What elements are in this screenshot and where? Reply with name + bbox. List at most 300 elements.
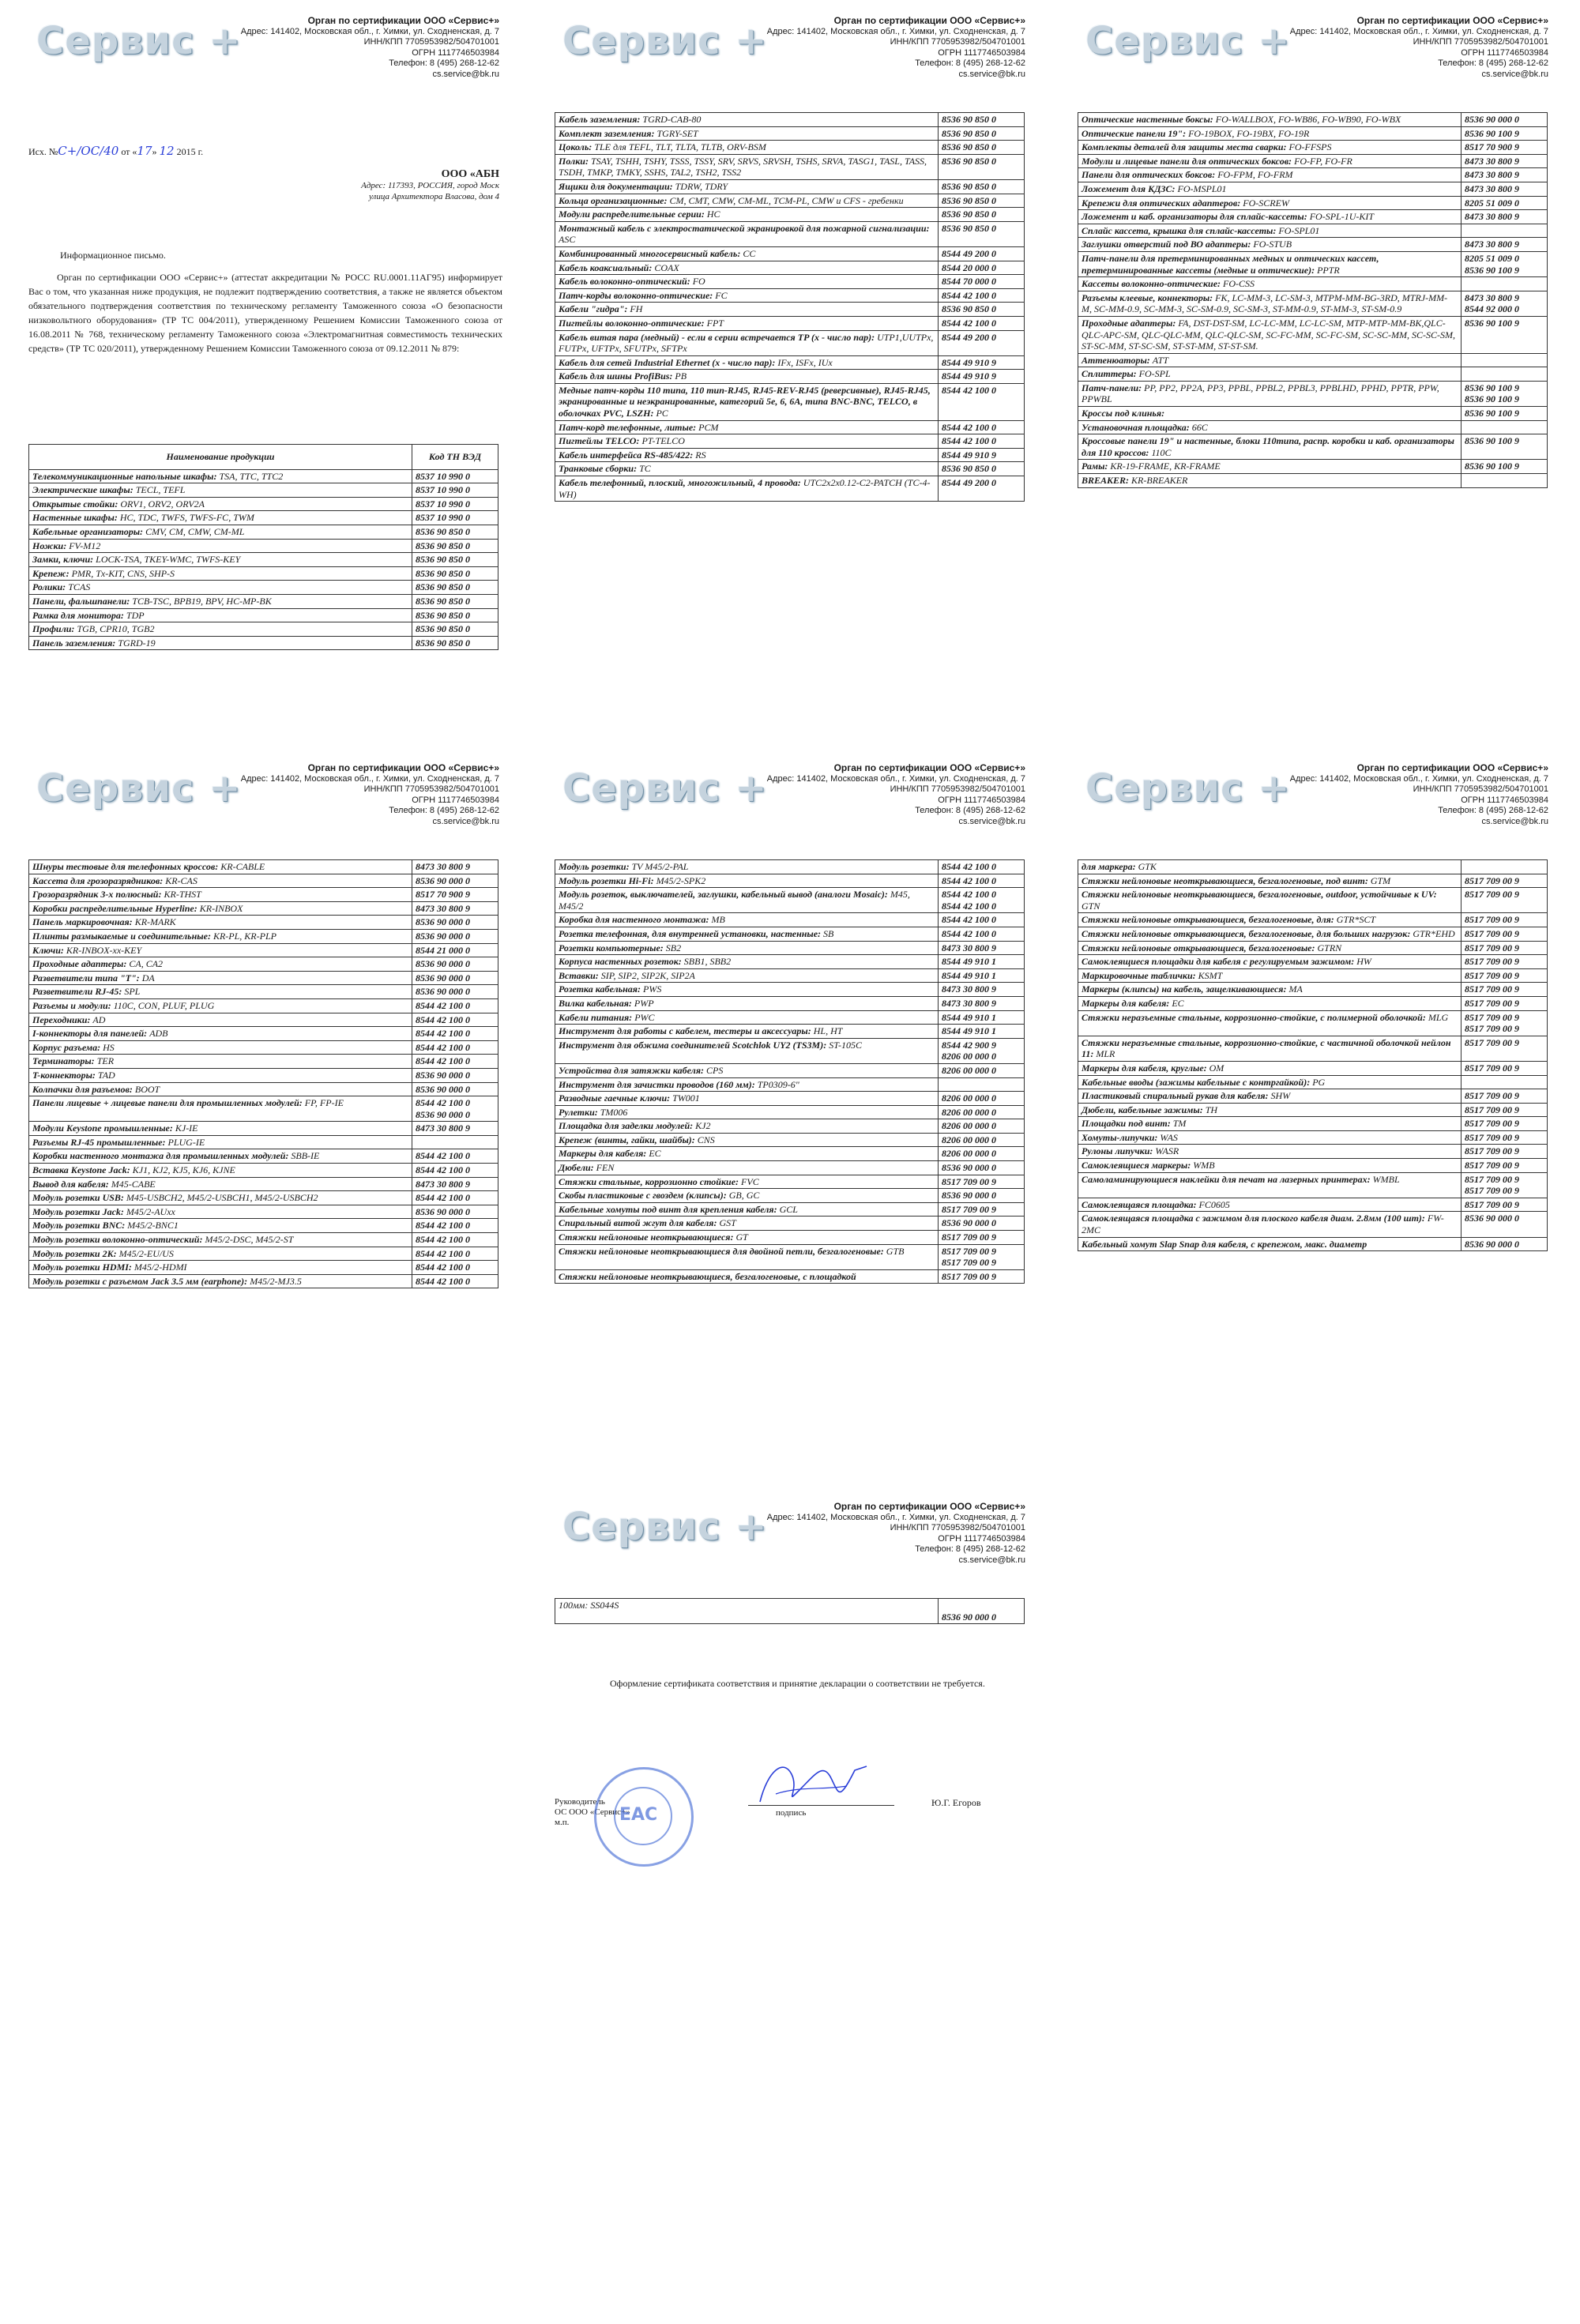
table-row [29,860,498,874]
table-row [555,1161,1025,1175]
product-name-cell [1078,141,1462,155]
tn-ved-code-cell: 8473 30 800 9 [1462,154,1548,168]
table-row [29,1135,498,1149]
product-models: M45/2-DSC, M45/2-ST [202,1234,294,1246]
product-category: I-коннекторы для панелей: [32,1028,148,1040]
org-ogrn: ОГРН 1117746503984 [938,795,1025,805]
product-category: Маркеры (клипсы) на кабель, защелкивающиеся: [1082,983,1287,995]
product-models: MB [709,914,725,926]
tn-ved-code-cell: 8206 00 000 0 [939,1063,1025,1077]
tn-ved-code-cell [1462,277,1548,291]
tn-ved-code-cell: 8536 90 850 0 [412,594,498,608]
table-row [29,998,498,1013]
table-row [555,1599,1025,1624]
product-category: Площадка для заделки модулей: [559,1120,694,1132]
recipient-address-1: Адрес: 117393, РОССИЯ, город Моск [361,181,499,190]
product-name-cell [1078,1103,1462,1117]
table-row [1078,251,1548,276]
table-row [1078,888,1548,913]
org-ogrn: ОГРН 1117746503984 [938,47,1025,58]
product-models: WMB [1191,1160,1215,1171]
product-category: Инструмент для обжима соединителей Scotchlok UY2 (TS3M): [559,1039,827,1051]
product-models: FVC [739,1175,759,1187]
tn-ved-code-cell: 8536 90 000 0 [412,971,498,985]
table-row [29,1247,498,1261]
product-name-cell [1078,407,1462,421]
product-category: Разъемы клеевые, коннекторы: [1082,291,1213,303]
tn-ved-code-cell [412,1135,498,1149]
product-models: TV M45/2-PAL [629,861,689,872]
product-name-cell [1078,224,1462,238]
product-category: Самоламинирующиеся наклейки для печат на лазерных принтерах: [1082,1173,1371,1185]
product-models: TGB, CPR10, TGB2 [74,623,155,635]
product-models: AD [90,1013,106,1025]
org-address: Адрес: 141402, Московская обл., г. Химки, ул. Сходненская, д. 7 [240,773,499,784]
tn-ved-code-cell: 8517 709 00 9 [1462,1117,1548,1131]
table-row [1078,420,1548,434]
product-models: UTC2x2x0.12-C2-PATCH (TC-4-WH) [559,477,931,500]
product-name-cell [1078,420,1462,434]
table-row [29,1149,498,1164]
product-name-cell [1078,126,1462,141]
table-row [1078,474,1548,488]
product-category: Модуль розетки HDMI: [32,1262,132,1273]
org-ogrn: ОГРН 1117746503984 [1461,47,1548,58]
product-table [1078,859,1548,1251]
table-row [1078,955,1548,969]
product-category: Самоклеящаяся площадка: [1082,1198,1197,1210]
org-email: cs.service@bk.ru [958,816,1025,826]
product-models: IFx, ISFx, IUx [775,356,833,368]
product-category: Кабельные хомуты под винт для крепления кабеля: [559,1203,777,1215]
product-models: TSAY, TSHH, TSHY, TSSS, TSSY, SRV, SRVS, SRVSH, TSHS, SRVA, TASG1, TASL, TASS, TSDH, TMKP, TMKY, SSHS, TAL2, TSH2, TSS2 [559,155,927,179]
table-row [555,383,1025,420]
tn-ved-code-cell: 8536 90 000 0 [1462,113,1548,127]
table-row [555,1202,1025,1217]
tn-ved-code-cell [1462,353,1548,367]
product-name-cell [1078,1036,1462,1061]
product-category: BREAKER: [1082,475,1130,487]
org-inn: ИНН/КПП 7705953982/504701001 [1413,784,1548,794]
table-row [1078,126,1548,141]
product-name-cell [29,1164,412,1178]
product-category: Модуль розетки Jack: [32,1205,124,1217]
product-name-cell [1078,860,1462,874]
ref-year: 2015 г. [174,146,204,157]
product-category: Кабель заземления: [559,114,641,125]
product-name-cell [555,1038,939,1063]
org-info [1288,16,1548,80]
tn-ved-code-cell: 8517 709 00 9 [939,1175,1025,1189]
product-name-cell [555,1599,939,1624]
product-category: Панели для оптических боксов: [1082,169,1216,181]
tn-ved-code-cell: 8544 49 910 1 [939,1025,1025,1039]
product-models: TDP [123,609,145,621]
product-name-cell [1078,1172,1462,1198]
org-inn: ИНН/КПП 7705953982/504701001 [1413,37,1548,47]
table-row [555,1010,1025,1025]
product-models: KSMT [1195,969,1223,981]
tn-ved-code-cell: 8517 709 00 9 [1462,1130,1548,1145]
table-row [555,941,1025,955]
table-row [555,462,1025,476]
product-category: Панели, фальшпанели: [32,595,130,607]
table-row [29,636,498,650]
table-row [555,448,1025,462]
table-row [555,1269,1025,1284]
product-name-cell [29,594,412,608]
tn-ved-code-cell: 8544 49 200 0 [939,246,1025,261]
product-name-cell [1078,1075,1462,1089]
tn-ved-code-cell: 8536 90 850 0 [412,566,498,581]
document-page-6 [1078,758,1552,1517]
tn-ved-code-cell: 8536 90 000 0 [939,1217,1025,1231]
product-name-cell [555,462,939,476]
tn-ved-code-cell: 8544 42 100 0 [412,1027,498,1041]
table-row [1078,182,1548,196]
product-category: Стяжки нейлоновые открывающиеся, безгалогеновые, для больших нагрузок: [1082,927,1411,939]
product-models: TSA, TTC, TTC2 [216,470,284,482]
product-category: Панель заземления: [32,637,116,649]
product-category: Кольца организационные: [559,194,668,206]
letter-body: Орган по сертификации ООО «Сервис+» (аттестат аккредитации № РОСС RU.0001.11АГ95) информирует Вас о том, что указанная ниже продукция, не подлежит подтверждению соответствия, а также не является объектом обязательного подтверждения соответствия по техническому регламенту Таможенного союза «О безопасности низковольтного оборудования» (ТР ТС 004/2011), утвержденному Решением Комиссии Таможенного союза от 16.08.2011 № 768, техническому регламенту Таможенного союза «Электромагнитная совместимость технических средств» (ТР ТС 020/2011), утвержденному Решением Комиссии Таможенного союза от 09.12.2011 № 879: [28,272,502,354]
org-phone: Телефон: 8 (495) 268-12-62 [915,58,1025,68]
product-name-cell [1078,367,1462,382]
org-info [1288,763,1548,827]
product-models: KR-PL, KR-PLP [210,930,276,942]
tn-ved-code-cell: 8473 30 800 9 [412,1177,498,1191]
table-row [29,553,498,567]
product-category: Корпус разъема: [32,1041,101,1053]
tn-ved-code-cell: 8537 10 990 0 [412,469,498,483]
tn-ved-code-cell: 8544 49 910 1 [939,968,1025,983]
product-category: Ящики для документации: [559,180,673,192]
table-row [1078,1159,1548,1173]
product-models: 110C, CON, PLUF, PLUG [111,999,215,1011]
product-name-cell [29,1082,412,1096]
tn-ved-code-cell: 8517 709 00 9 [1462,1036,1548,1061]
product-name-cell [29,1205,412,1219]
table-row [29,901,498,916]
product-name-cell [1078,1212,1462,1237]
recipient-name: ООО «АБН [441,168,499,180]
ref-day: 17 [137,144,152,158]
product-name-cell [1078,1130,1462,1145]
product-category: Пигтейлы TELCO: [559,435,640,447]
product-category: Модуль розетки BNC: [32,1220,126,1232]
product-category: Терминаторы: [32,1055,95,1067]
org-info [765,763,1025,827]
table-row [555,420,1025,434]
product-models: M45/2-EU/US [116,1247,174,1259]
tn-ved-code-cell: 8544 42 100 0 [412,1055,498,1069]
tn-ved-code-cell: 8517 709 00 9 [1462,996,1548,1010]
product-category: Ролики: [32,581,66,593]
product-models: FO-SPL01 [1276,224,1320,236]
product-name-cell [555,1244,939,1269]
product-name-cell [29,525,412,539]
tn-ved-code-cell: 8544 42 100 0 8536 90 000 0 [412,1096,498,1122]
product-category: Панели лицевые + лицевые панели для промышленных модулей: [32,1097,303,1109]
product-models: GTN [1082,900,1100,912]
product-category: Монтажный кабель с электростатической экранировкой для пожарной сигнализации: [559,222,930,234]
product-category: Модуль розетки волоконно-оптический: [32,1234,203,1246]
table-row [1078,1145,1548,1159]
product-models: SBB-IE [288,1150,320,1162]
product-models: TH [1202,1104,1218,1115]
outgoing-reference [28,144,203,158]
table-row [555,303,1025,317]
table-row [29,957,498,972]
org-address: Адрес: 141402, Московская обл., г. Химки, ул. Сходненская, д. 7 [766,26,1025,36]
tn-ved-code-cell: 8544 42 100 0 [939,383,1025,420]
product-category: Стяжки нейлоновые открывающиеся, безгалогеновые, для: [1082,914,1334,926]
product-models: MA [1286,983,1303,995]
table-row [555,221,1025,246]
product-category: Самоклеящиеся площадки для кабеля с регулируемым зажимом: [1082,956,1355,968]
product-name-cell [555,1119,939,1134]
eac-mark: EAC [619,1805,658,1825]
table-row [1078,983,1548,997]
product-name-cell [555,179,939,194]
ref-month: 12 [159,144,175,158]
product-models: GTM [1367,874,1391,886]
tn-ved-code-cell: 8544 42 100 0 [412,1164,498,1178]
product-name-cell [555,996,939,1010]
product-category: Разветвители RJ-45: [32,986,122,998]
product-name-cell [29,985,412,999]
product-category: Ключи: [32,944,64,956]
tn-ved-code-cell: 8517 70 900 9 [1462,141,1548,155]
product-models: FO-SCREW [1240,197,1289,209]
product-models: PWS [641,983,662,995]
product-category: Патч-панели: [1082,382,1142,393]
product-category: Аттенюаторы: [1082,354,1150,366]
product-category: Пигтейлы волоконно-оптические: [559,317,705,329]
product-models: SBB1, SBB2 [681,956,732,968]
product-category: Кабель для шины ProfiBus: [559,370,673,382]
product-name-cell [555,1231,939,1245]
product-category: Стяжки стальные, коррозионно стойкие: [559,1175,739,1187]
product-models: PC [653,408,668,419]
product-models: EC [1169,997,1184,1009]
product-models: CA, CA2 [126,958,164,970]
product-models: ATT [1149,354,1168,366]
product-category: Медные патч-корды 110 типа, 110 тип-RJ45, RJ45-REV-RJ45 (реверсивные), RJ45-RJ45, экранированные и неэкранированные, категорий 5e, 6, 6A, типа BNC-BNC, TELCO, в оболочках PVC, LSZH: [559,384,931,419]
product-table [1078,112,1548,488]
product-name-cell [555,1147,939,1161]
table-row [1078,367,1548,382]
tn-ved-code-cell: 8517 709 00 9 [1462,941,1548,955]
product-name-cell [29,957,412,972]
product-name-cell [29,1191,412,1205]
product-models: GTK [1135,861,1157,872]
product-category: Разъемы и модули: [32,999,111,1011]
table-row [1078,1212,1548,1237]
product-models: GTRN [1315,942,1342,953]
product-models: KR-THST [161,889,201,901]
signature-line [748,1805,894,1806]
tn-ved-code-cell: 8544 49 910 9 [939,355,1025,370]
product-category: Сплайс кассета, крышка для сплайс-кассеты: [1082,224,1277,236]
org-email: cs.service@bk.ru [1481,69,1548,79]
document-page-2 [555,11,1029,769]
table-row [1078,277,1548,291]
product-name-cell [555,1105,939,1119]
product-category: Панель маркировочная: [32,916,133,928]
product-name-cell [29,622,412,637]
product-models: KR-CABLE [218,861,265,872]
product-models: TDRW, TDRY [672,180,728,192]
tn-ved-code-cell: 8544 42 100 0 [412,1274,498,1288]
table-row [555,1217,1025,1231]
product-name-cell [555,913,939,927]
table-row [1078,141,1548,155]
org-email: cs.service@bk.ru [432,69,499,79]
product-category: Розетка телефонная, для внутренней установки, настенные: [559,927,822,939]
product-category: Вставки: [559,969,599,981]
product-models: TER [94,1055,115,1067]
tn-ved-code-cell: 8536 90 000 0 [1462,1237,1548,1251]
product-category: Модуль розетки с разъемом Jack 3.5 мм (earphone): [32,1275,248,1287]
product-category: Транковые сборки: [559,463,638,475]
product-models: FC0605 [1196,1198,1230,1210]
table-row [555,246,1025,261]
tn-ved-code-cell: 8536 90 100 9 [1462,316,1548,353]
product-name-cell [555,1202,939,1217]
table-row [29,1274,498,1288]
product-name-cell [29,553,412,567]
tn-ved-code-cell: 8517 709 00 9 [1462,1198,1548,1212]
product-category: Настенные шкафы: [32,512,118,524]
product-models: FK, LC-MM-3, LC-SM-3, MTPM-MM-BG-3RD, MTRJ-MM-M, SC-MM-0.9, SC-MM-3, SC-SM-0.9, SC-SM-3, ST-MM-0.9, ST-MM-3, ST-SM-0.9 [1082,291,1448,315]
tn-ved-code-cell: 8473 30 800 9 [1462,182,1548,196]
product-category: Патч-корд телефонные, литые: [559,421,697,433]
product-models: SB [821,927,834,939]
tn-ved-code-cell: 8544 49 910 9 [939,370,1025,384]
product-category: Кабель телефонный, плоский, многожильный, 4 провода: [559,477,801,489]
tn-ved-code-cell: 8517 709 00 9 [1462,1089,1548,1104]
tn-ved-code-cell: 8517 70 900 9 [412,888,498,902]
product-name-cell [555,927,939,941]
product-models: PMR, Tx-KIT, CNS, SHP-S [69,567,175,579]
table-row [29,1205,498,1219]
product-name-cell [1078,381,1462,406]
closing-text: Оформление сертификата соответствия и принятие декларации о соответствии не требуется. [610,1678,985,1689]
product-table [28,859,498,1288]
tn-ved-code-cell: 8517 709 00 9 [939,1231,1025,1245]
tn-ved-code-cell: 8536 90 850 0 [412,539,498,553]
product-models: CC [740,247,756,259]
tn-ved-code-cell: 8536 90 100 9 [1462,407,1548,421]
product-category: Открытые стойки: [32,498,118,510]
product-name-cell [29,1055,412,1069]
product-category: Модули и лицевые панели для оптических боксов: [1082,155,1292,167]
product-name-cell [555,246,939,261]
tn-ved-code-cell: 8206 00 000 0 [939,1105,1025,1119]
company-logo: Сервис + [562,1505,768,1549]
org-info [239,763,499,827]
product-models: PT-TELCO [639,435,685,447]
product-category: Скобы пластиковые с гвоздем (клипсы): [559,1190,727,1201]
tn-ved-code-cell: 8517 709 00 9 [1462,927,1548,941]
tn-ved-code-cell: 8537 10 990 0 [412,511,498,525]
signer-title-line-1: Руководитель [555,1797,605,1807]
product-models: ASC [559,234,576,246]
product-name-cell [1078,955,1462,969]
product-models: SIP, SIP2, SIP2K, SIP2A [598,969,695,981]
product-category: Кабельные вводы (зажимы кабельные с контргайкой): [1082,1076,1311,1088]
product-name-cell [29,581,412,595]
table-row [555,1133,1025,1147]
table-row [555,860,1025,874]
product-name-cell [555,261,939,275]
org-phone: Телефон: 8 (495) 268-12-62 [915,1544,1025,1554]
tn-ved-code-cell: 8536 90 850 0 [939,194,1025,208]
tn-ved-code-cell: 8536 90 000 0 [939,1189,1025,1203]
product-category: Кроссовые панели 19" и настенные, блоки 110типа, распр. коробки и каб. организаторы для 110 кроссов: [1082,435,1454,458]
product-name-cell [555,941,939,955]
org-inn: ИНН/КПП 7705953982/504701001 [890,37,1025,47]
product-name-cell [29,566,412,581]
tn-ved-code-cell: 8517 709 00 9 [1462,913,1548,927]
signature-caption: подпись [776,1808,807,1818]
table-row [29,1261,498,1275]
tn-ved-code-cell: 8536 90 850 0 [939,113,1025,127]
ref-number: С+/ОС/40 [58,144,119,158]
table-row [29,566,498,581]
product-models: TCB-TSC, BPB19, BPV, HC-MP-BK [130,595,272,607]
table-row [29,511,498,525]
product-category: Маркеры для кабеля, круглые: [1082,1062,1207,1074]
product-category: Замки, ключи: [32,554,94,566]
tn-ved-code-cell: 8544 42 100 0 [939,434,1025,449]
recipient-address-2: улица Архитектора Власова, дом 4 [368,192,499,201]
table-row [555,1189,1025,1203]
product-category: Розетка кабельная: [559,983,641,995]
product-name-cell [29,916,412,930]
product-category: Комплекты деталей для защиты места сварки: [1082,141,1287,153]
table-row [555,968,1025,983]
tn-ved-code-cell: 8544 42 100 0 [939,927,1025,941]
product-name-cell [555,355,939,370]
product-models: M45-USBCH2, M45/2-USBCH1, M45/2-USBCH2 [123,1192,318,1204]
table-row [555,1119,1025,1134]
product-name-cell [1078,277,1462,291]
tn-ved-code-cell: 8473 30 800 9 [412,860,498,874]
product-name-cell [29,901,412,916]
product-name-cell [555,476,939,502]
product-name-cell [555,860,939,874]
product-name-cell [29,971,412,985]
org-address: Адрес: 141402, Московская обл., г. Химки, ул. Сходненская, д. 7 [1289,26,1548,36]
product-category: Спиральный витой жгут для кабеля: [559,1217,717,1229]
tn-ved-code-cell: 8205 51 009 0 8536 90 100 9 [1462,251,1548,276]
product-name-cell [29,1274,412,1288]
org-phone: Телефон: 8 (495) 268-12-62 [389,806,499,815]
tn-ved-code-cell: 8473 30 800 9 [1462,210,1548,224]
product-category: Крепежи для оптических адаптеров: [1082,197,1241,209]
org-address: Адрес: 141402, Московская обл., г. Химки, ул. Сходненская, д. 7 [766,1512,1025,1522]
product-models: DA [139,972,155,983]
product-models: RS [693,449,706,461]
stamp-place-label: м.п. [555,1818,570,1827]
product-models: FW-2MC [1082,1213,1444,1236]
table-row [29,608,498,622]
document-page-1 [28,11,502,769]
ref-from: от « [121,146,137,157]
table-row [1078,1172,1548,1198]
